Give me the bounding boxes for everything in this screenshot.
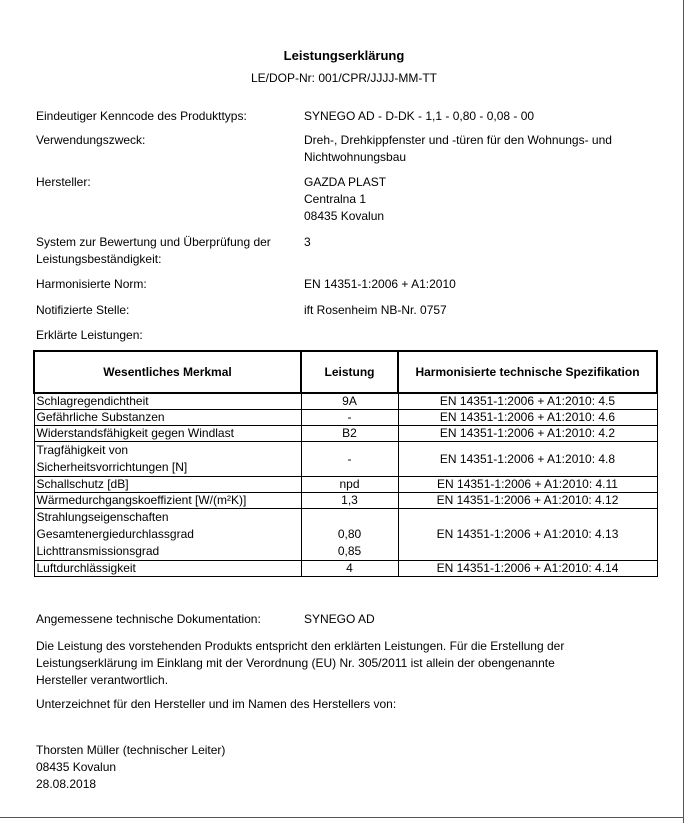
assessment-system-label: System zur Bewertung und Überprüfung der Leistungsbeständigkeit: bbox=[36, 235, 271, 266]
page-edge-bottom bbox=[0, 817, 684, 818]
header-performance: Leistung bbox=[301, 351, 398, 393]
performance-cell: - bbox=[301, 442, 398, 477]
specification-cell: EN 14351-1:2006 + A1:2010: 4.11 bbox=[398, 477, 657, 493]
harmonised-standard-label: Harmonisierte Norm: bbox=[36, 277, 147, 291]
feature-cell: Schlagregendichtheit bbox=[34, 393, 301, 410]
specification-cell: EN 14351-1:2006 + A1:2010: 4.12 bbox=[398, 493, 657, 509]
table-row bbox=[34, 426, 657, 442]
feature-cell: Strahlungseigenschaften Gesamtenergiedurchlassgrad Lichttransmissionsgrad bbox=[34, 509, 301, 561]
document-reference: LE/DOP-Nr: 001/CPR/JJJJ-MM-TT bbox=[250, 71, 437, 85]
table-row bbox=[34, 442, 657, 477]
performance-cell: 0,80 0,85 bbox=[301, 509, 398, 561]
performance-cell: 4 bbox=[301, 561, 398, 577]
table-row bbox=[34, 410, 657, 426]
signatory-block bbox=[36, 742, 225, 793]
specification-cell: EN 14351-1:2006 + A1:2010: 4.13 bbox=[398, 509, 657, 561]
feature-cell: Wärmedurchgangskoeffizient [W/(m²K)] bbox=[34, 493, 301, 509]
declared-performance-label: Erklärte Leistungen: bbox=[36, 328, 143, 342]
product-code-value: SYNEGO AD - D-DK - 1,1 - 0,80 - 0,08 - 00 bbox=[304, 109, 535, 123]
signatory-place: 08435 Kovalun bbox=[36, 760, 117, 774]
table-header-row bbox=[34, 351, 657, 393]
document-title: Leistungserklärung bbox=[283, 48, 405, 63]
specification-cell: EN 14351-1:2006 + A1:2010: 4.8 bbox=[398, 442, 657, 477]
specification-cell: EN 14351-1:2006 + A1:2010: 4.6 bbox=[398, 410, 657, 426]
harmonised-standard-value: EN 14351-1:2006 + A1:2010 bbox=[304, 277, 456, 291]
intended-use-label: Verwendungszweck: bbox=[36, 133, 146, 147]
specification-cell: EN 14351-1:2006 + A1:2010: 4.5 bbox=[398, 393, 657, 410]
responsibility-statement: Die Leistung des vorstehenden Produkts entspricht den erklärten Leistungen. Für die Erstellung der Leistungserklärung im Einklang mit der Verordnung (EU) Nr. 305/2011 ist allein der obengenannte Hersteller verantwortlich. bbox=[36, 639, 565, 687]
header-specification: Harmonisierte technische Spezifikation bbox=[398, 351, 657, 393]
page-edge-right bbox=[683, 0, 684, 823]
table-row bbox=[34, 509, 657, 561]
table-row bbox=[34, 493, 657, 509]
manufacturer-value: GAZDA PLAST Centralna 1 08435 Kovalun bbox=[304, 175, 387, 223]
table-row bbox=[34, 477, 657, 493]
notified-body-value: ift Rosenheim NB-Nr. 0757 bbox=[304, 303, 447, 317]
notified-body-label: Notifizierte Stelle: bbox=[36, 303, 130, 317]
manufacturer-label: Hersteller: bbox=[36, 175, 91, 189]
feature-cell: Luftdurchlässigkeit bbox=[34, 561, 301, 577]
technical-documentation bbox=[36, 612, 375, 626]
specification-cell: EN 14351-1:2006 + A1:2010: 4.14 bbox=[398, 561, 657, 577]
performance-cell: - bbox=[301, 410, 398, 426]
intended-use-value: Dreh-, Drehkippfenster und -türen für den Wohnungs- und Nichtwohnungsbau bbox=[304, 133, 612, 164]
technical-documentation-label: Angemessene technische Dokumentation: bbox=[36, 612, 261, 626]
performance-cell: 1,3 bbox=[301, 493, 398, 509]
feature-cell: Widerstandsfähigkeit gegen Windlast bbox=[34, 426, 301, 442]
header-feature: Wesentliches Merkmal bbox=[34, 351, 301, 393]
feature-cell: Tragfähigkeit von Sicherheitsvorrichtungen [N] bbox=[34, 442, 301, 477]
assessment-system-value: 3 bbox=[304, 235, 311, 249]
performance-cell: B2 bbox=[301, 426, 398, 442]
technical-documentation-value: SYNEGO AD bbox=[304, 612, 375, 626]
signatory-date: 28.08.2018 bbox=[36, 777, 97, 791]
signed-on-behalf-text: Unterzeichnet für den Hersteller und im Namen des Herstellers von: bbox=[36, 697, 397, 711]
signatory-name: Thorsten Müller (technischer Leiter) bbox=[36, 743, 226, 757]
performance-table bbox=[33, 350, 658, 577]
product-code-label: Eindeutiger Kenncode des Produkttyps: bbox=[36, 109, 247, 123]
table-row bbox=[34, 393, 657, 410]
feature-cell: Gefährliche Substanzen bbox=[34, 410, 301, 426]
table-row bbox=[34, 561, 657, 577]
feature-cell: Schallschutz [dB] bbox=[34, 477, 301, 493]
performance-cell: 9A bbox=[301, 393, 398, 410]
specification-cell: EN 14351-1:2006 + A1:2010: 4.2 bbox=[398, 426, 657, 442]
performance-cell: npd bbox=[301, 477, 398, 493]
